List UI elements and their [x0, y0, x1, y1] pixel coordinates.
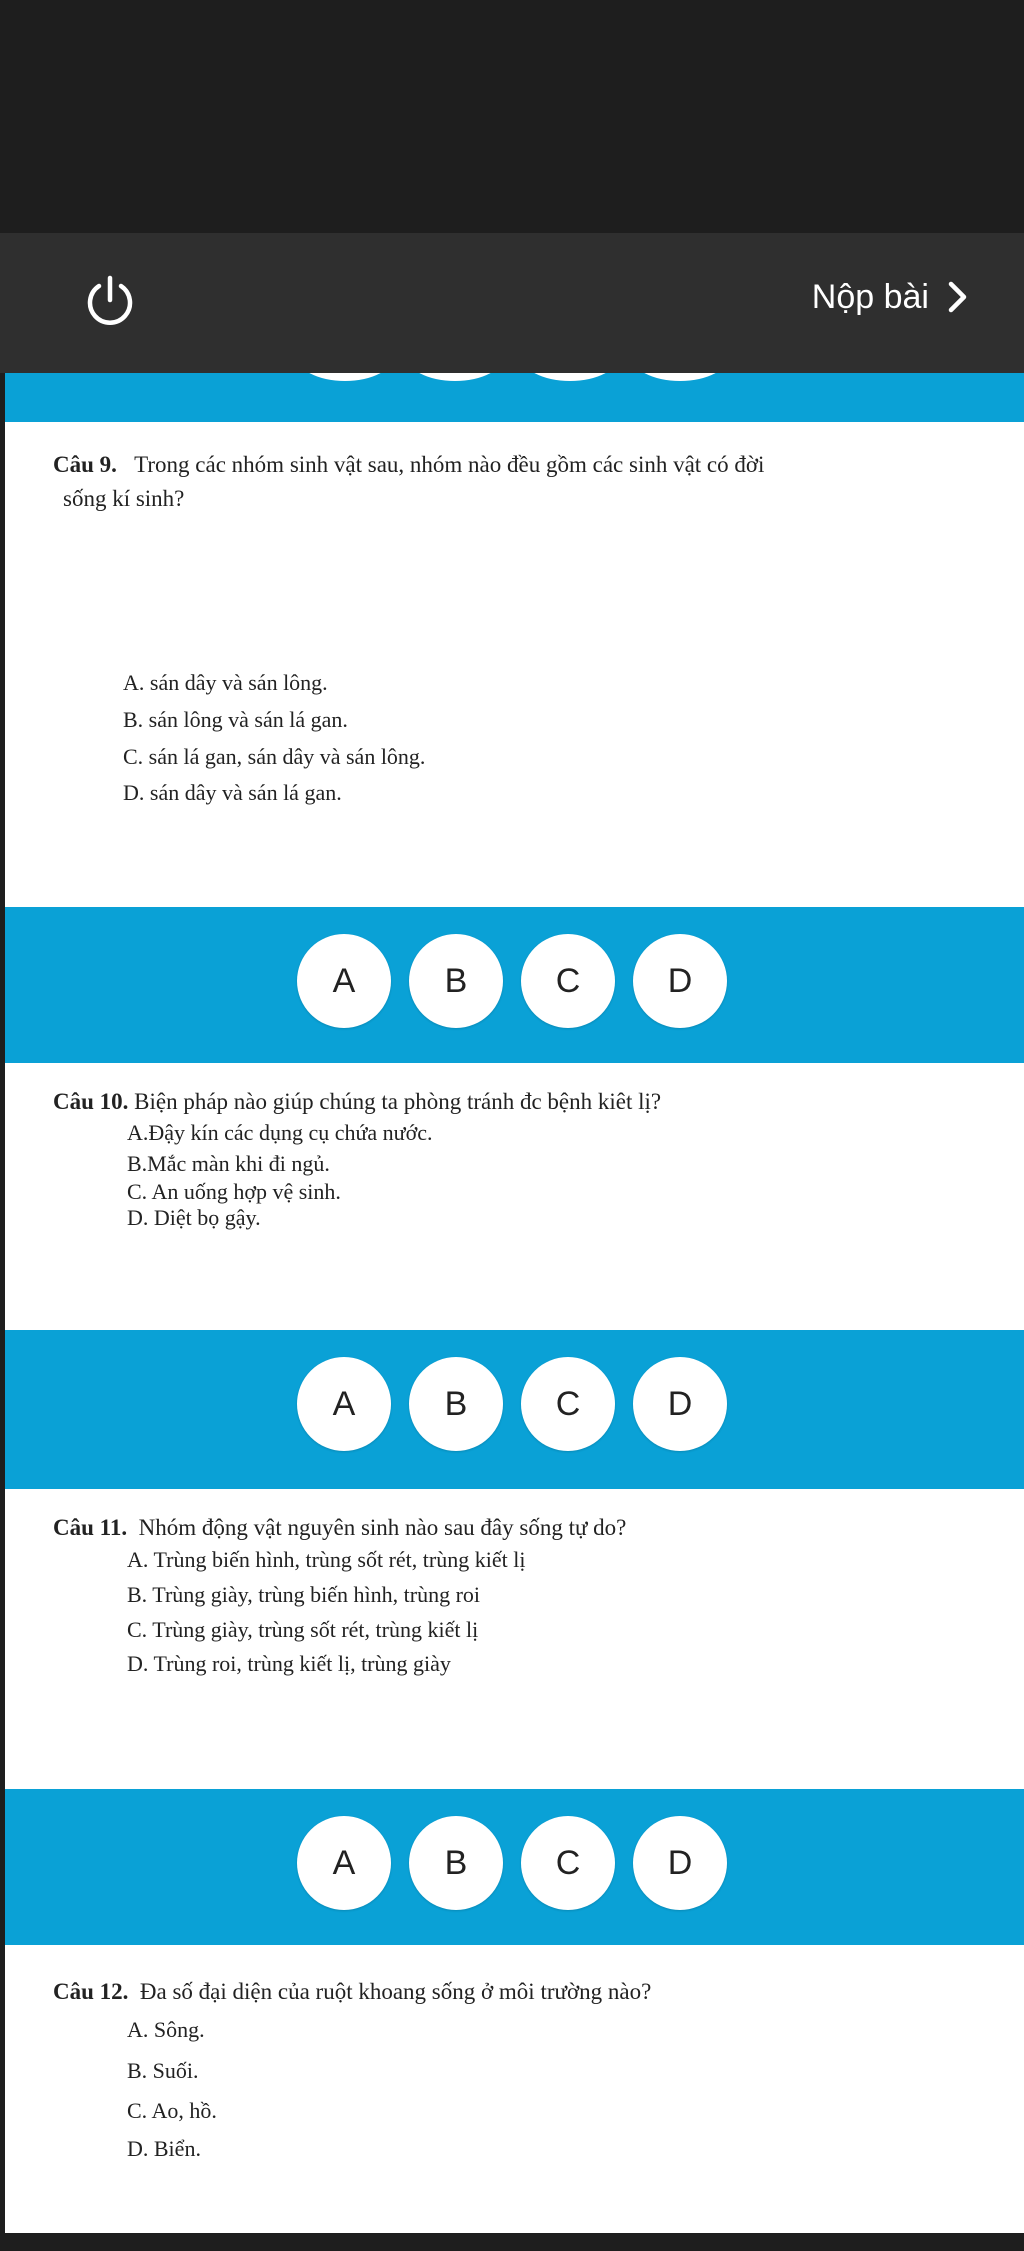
question-text: Trong các nhóm sinh vật sau, nhóm nào đều gồm các sinh vật có đời — [134, 452, 765, 477]
answer-buttons — [0, 1792, 1024, 1934]
option-b: B. Trùng giày, trùng biến hình, trùng roi — [127, 1582, 481, 1607]
option-d: D. Biển. — [127, 2136, 201, 2161]
question-text: Đa số đại diện của ruột khoang sống ở môi trường nào? — [139, 1979, 652, 2004]
option-a: A.Đậy kín các dụng cụ chứa nước. — [127, 1120, 433, 1145]
chevron-right-icon — [947, 280, 969, 314]
question-number: Câu 11. — [53, 1515, 128, 1540]
question-text: Nhóm động vật nguyên sinh nào sau đây sống tự do? — [138, 1515, 627, 1540]
question-card — [5, 1489, 1024, 1789]
question-number: Câu 9. — [53, 452, 117, 477]
question-number: Câu 12. — [53, 1979, 129, 2004]
answer-a-button[interactable]: A — [297, 934, 391, 1028]
submit-button[interactable] — [812, 272, 969, 322]
question-text: Biện pháp nào giúp chúng ta phòng tránh đc bệnh kiêt lị? — [134, 1089, 662, 1114]
status-area — [0, 0, 1024, 233]
answer-d-button[interactable]: D — [633, 934, 727, 1028]
option-c: C. Trùng giày, trùng sốt rét, trùng kiết lị — [127, 1617, 479, 1642]
answer-buttons-peek — [0, 373, 1024, 385]
answer-b-button[interactable]: B — [409, 1357, 503, 1451]
answer-a-button[interactable]: A — [297, 1357, 391, 1451]
answer-a-button[interactable]: A — [297, 1816, 391, 1910]
question-card — [5, 422, 1024, 907]
answer-buttons — [0, 910, 1024, 1052]
bottom-edge — [0, 2233, 1024, 2251]
answer-c-button[interactable]: C — [521, 1816, 615, 1910]
answer-b-button[interactable]: B — [409, 1816, 503, 1910]
option-c: C. An uống hợp vệ sinh. — [127, 1179, 341, 1204]
submit-label: Nộp bài — [811, 277, 929, 316]
option-a: A. Trùng biến hình, trùng sốt rét, trùng kiết lị — [127, 1547, 526, 1572]
option-d: D. sán dây và sán lá gan. — [123, 780, 342, 805]
question-text-continued: sống kí sinh? — [63, 486, 185, 511]
power-icon[interactable] — [80, 270, 140, 330]
option-d: D. Trùng roi, trùng kiết lị, trùng giày — [127, 1651, 451, 1676]
answer-b-button[interactable]: B — [409, 934, 503, 1028]
question-card — [5, 1063, 1024, 1330]
option-b: B. Suối. — [127, 2058, 199, 2083]
answer-buttons — [0, 1333, 1024, 1475]
answer-d-button[interactable]: D — [633, 1816, 727, 1910]
option-d: D. Diệt bọ gậy. — [127, 1205, 261, 1230]
option-b: B.Mắc màn khi đi ngủ. — [127, 1151, 330, 1176]
option-a: A. Sông. — [127, 2017, 205, 2042]
option-a: A. sán dây và sán lông. — [123, 670, 328, 695]
option-b: B. sán lông và sán lá gan. — [123, 707, 348, 732]
answer-c-button[interactable]: C — [521, 1357, 615, 1451]
answer-c-button[interactable]: C — [521, 934, 615, 1028]
option-c: C. sán lá gan, sán dây và sán lông. — [123, 744, 426, 769]
question-card — [5, 1945, 1024, 2233]
question-number: Câu 10. — [53, 1089, 129, 1114]
answer-d-button[interactable]: D — [633, 1357, 727, 1451]
option-c: C. Ao, hồ. — [127, 2098, 217, 2123]
